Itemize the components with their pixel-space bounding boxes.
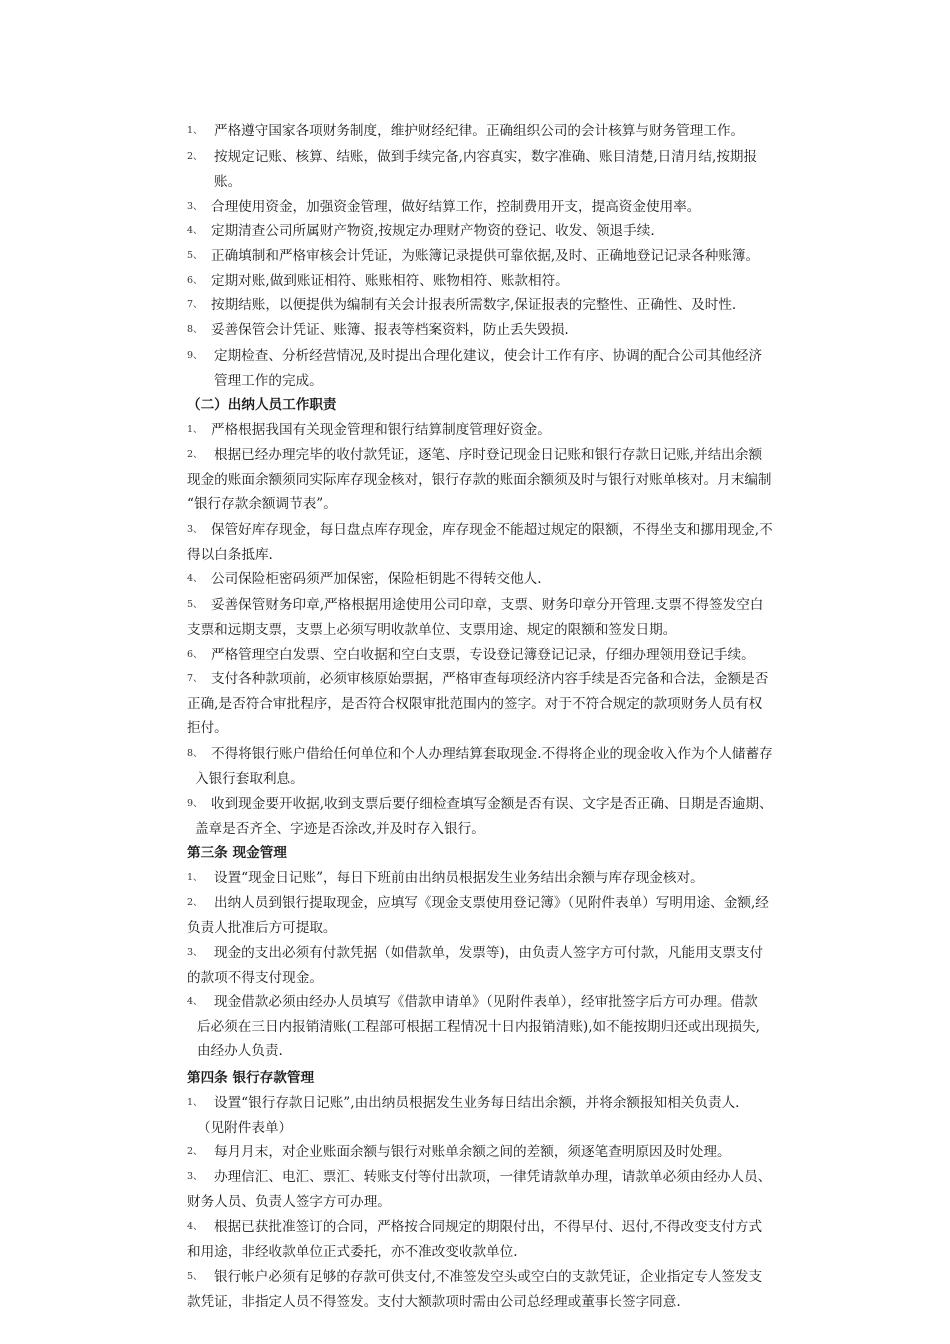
item-text: 定期对账,做到账证相符、账账相符、账物相符、账款相符。 — [211, 273, 569, 289]
item-text: 根据已获批准签订的合同，严格按合同规定的期限付出，不得早付、迟付,不得改变支付方式 — [214, 1219, 763, 1235]
item-number: 5、 — [187, 1271, 203, 1282]
item-text: 妥善保管财务印章,严格根据用途使用公司印章，支票、财务印章分开管理.支票不得签发空白 — [211, 597, 764, 613]
list-item — [187, 244, 809, 269]
list-item — [187, 941, 809, 990]
item-text: 设置“银行存款日记账”,由出纳员根据发生业务每日结出余额，并将余额报知相关负责人. — [214, 1095, 740, 1111]
item-number: 1、 — [187, 1097, 203, 1108]
item-number: 4、 — [187, 996, 203, 1007]
item-number: 5、 — [187, 599, 203, 610]
list-item — [187, 643, 809, 668]
item-text: 账。 — [214, 173, 242, 190]
item-number: 2、 — [187, 1146, 203, 1157]
list-item — [187, 443, 809, 517]
list-item — [187, 1165, 809, 1214]
item-number: 9、 — [187, 798, 203, 809]
item-text: 款凭证，非指定人员不得签发。支付大额款项时需由公司总经理或董事长签字同意. — [187, 1293, 681, 1310]
item-number: 6、 — [187, 275, 203, 286]
item-number: 8、 — [187, 324, 203, 335]
item-text: 办理信汇、电汇、票汇、转账支付等付出款项，一律凭请款单办理，请款单必须由经办人员、 — [214, 1169, 772, 1185]
item-text: 正确填制和严格审核会计凭证，为账簿记录提供可靠依据,及时、正确地登记记录各种账簿。 — [211, 248, 760, 264]
item-text: 支票和远期支票，支票上必须写明收款单位、支票用途、规定的限额和签发日期。 — [187, 621, 677, 638]
item-text: （见附件表单） — [197, 1119, 293, 1136]
list-item — [187, 667, 809, 741]
item-text: 现金借款必须由经办人员填写《借款申请单》（见附件表单），经审批签字后方可办理。借款 — [214, 994, 758, 1010]
list-item — [187, 318, 809, 343]
item-number: 4、 — [187, 573, 203, 584]
list-item — [187, 195, 809, 220]
item-text: 管理工作的完成。 — [214, 372, 323, 389]
item-text: 妥善保管会计凭证、账簿、报表等档案资料，防止丢失毁损. — [211, 322, 569, 338]
list-item — [187, 219, 809, 244]
item-text: 支付各种款项前，必须审核原始票据，严格审查每项经济内容手续是否完备和合法，金额是否 — [211, 671, 769, 687]
item-text: 严格根据我国有关现金管理和银行结算制度管理好资金。 — [211, 422, 551, 438]
list-item — [187, 866, 809, 891]
list-item — [187, 269, 809, 294]
item-text: “银行存款余额调节表”。 — [187, 496, 337, 512]
list-item — [187, 119, 809, 144]
list-item — [187, 518, 809, 567]
list-item — [187, 1265, 809, 1314]
list-item — [187, 742, 809, 791]
item-text: 严格遵守国家各项财务制度，维护财经纪律。正确组织公司的会计核算与财务管理工作。 — [214, 123, 745, 139]
item-text: 和用途，非经收款单位正式委托，亦不准改变收款单位. — [187, 1243, 518, 1260]
item-text: 现金的账面余额须同实际库存现金核对，银行存款的账面余额须及时与银行对账单核对。月末编制 — [187, 471, 772, 488]
item-number: 5、 — [187, 250, 203, 261]
list-item — [187, 418, 809, 443]
item-number: 1、 — [187, 424, 203, 435]
item-number: 1、 — [187, 872, 203, 883]
item-number: 4、 — [187, 1221, 203, 1232]
item-text: 不得将银行账户借给任何单位和个人办理结算套取现金.不得将企业的现金收入作为个人储蓄存 — [211, 746, 773, 762]
item-text: 正确,是否符合审批程序，是否符合权限审批范围内的签字。对于不符合规定的款项财务人员有权 — [187, 695, 763, 712]
list-item — [187, 145, 809, 194]
item-text: 银行帐户必须有足够的存款可供支付,不准签发空头或空白的支款凭证，企业指定专人签发支 — [214, 1269, 763, 1285]
list-item — [187, 792, 809, 841]
list-item — [187, 891, 809, 940]
item-text: 严格管理空白发票、空白收据和空白支票，专设登记簿登记记录，仔细办理领用登记手续。 — [211, 647, 755, 663]
item-text: 现金的支出必须有付款凭据（如借款单，发票等)，由负责人签字方可付款，凡能用支票支付 — [214, 945, 764, 961]
item-text: 出纳人员到银行提取现金，应填写《现金支票使用登记簿》（见附件表单）写明用途、金额,经 — [214, 895, 769, 911]
list-item — [187, 593, 809, 642]
item-number: 3、 — [187, 524, 203, 535]
item-number: 2、 — [187, 151, 203, 162]
list-item — [187, 1091, 809, 1140]
item-number: 3、 — [187, 947, 203, 958]
item-text: 财务人员、负责人签字方可办理。 — [187, 1193, 391, 1210]
item-number: 1、 — [187, 125, 203, 136]
item-number: 2、 — [187, 897, 203, 908]
item-number: 4、 — [187, 225, 203, 236]
item-text: 按规定记账、核算、结账，做到手续完备,内容真实，数字准确、账目清楚,日清月结,按期报 — [214, 149, 758, 165]
list-item — [187, 1215, 809, 1264]
list-item — [187, 344, 809, 393]
item-text: 公司保险柜密码须严加保密，保险柜钥匙不得转交他人. — [211, 571, 542, 587]
item-text: 由经办人负责. — [197, 1043, 283, 1059]
item-number: 2、 — [187, 449, 203, 460]
item-number: 7、 — [187, 299, 203, 310]
item-text: 根据已经办理完毕的收付款凭证，逐笔、序时登记现金日记账和银行存款日记账,并结出余额 — [214, 447, 763, 463]
item-text: 得以白条抵库. — [187, 546, 273, 563]
item-text: 按期结账，以便提供为编制有关会计报表所需数字,保证报表的完整性、正确性、及时性. — [211, 297, 737, 313]
item-number: 7、 — [187, 673, 203, 684]
item-text: 后必须在三日内报销清账(工程部可根据工程情况十日内报销清账),如不能按期归还或出现损失, — [197, 1018, 760, 1035]
item-number: 6、 — [187, 649, 203, 660]
item-number: 3、 — [187, 201, 203, 212]
item-text: 的款项不得支付现金。 — [187, 969, 323, 986]
section-heading: （二）出纳人员工作职责 — [187, 397, 337, 413]
item-number: 3、 — [187, 1171, 203, 1182]
section-heading: 第三条 现金管理 — [187, 845, 287, 861]
section-heading: 第四条 银行存款管理 — [187, 1070, 315, 1086]
item-text: 收到现金要开收据,收到支票后要仔细检查填写金额是否有误、文字是否正确、日期是否逾期、 — [211, 796, 773, 812]
item-text: 负责人批准后方可提取。 — [187, 919, 337, 936]
item-text: 盖章是否齐全、字迹是否涂改,并及时存入银行。 — [195, 820, 485, 837]
list-item — [187, 293, 809, 318]
item-text: 合理使用资金，加强资金管理，做好结算工作，控制费用开支，提高资金使用率。 — [211, 199, 701, 215]
list-item — [187, 567, 809, 592]
item-text: 拒付。 — [187, 720, 228, 736]
item-text: 保管好库存现金，每日盘点库存现金，库存现金不能超过规定的限额，不得坐支和挪用现金,不 — [211, 522, 773, 538]
list-item — [187, 1140, 809, 1165]
item-text: 设置“现金日记账”，每日下班前由出纳员根据发生业务结出余额与库存现金核对。 — [214, 870, 704, 886]
list-item — [187, 990, 809, 1064]
item-text: 定期检查、分析经营情况,及时提出合理化建议，使会计工作有序、协调的配合公司其他经济 — [214, 348, 763, 364]
item-text: 入银行套取利息。 — [195, 770, 304, 787]
item-text: 每月月末，对企业账面余额与银行对账单余额之间的差额，须逐笔查明原因及时处理。 — [214, 1144, 731, 1160]
item-number: 9、 — [187, 350, 203, 361]
item-number: 8、 — [187, 748, 203, 759]
item-text: 定期清查公司所属财产物资,按规定办理财产物资的登记、收发、领退手续. — [211, 223, 655, 239]
